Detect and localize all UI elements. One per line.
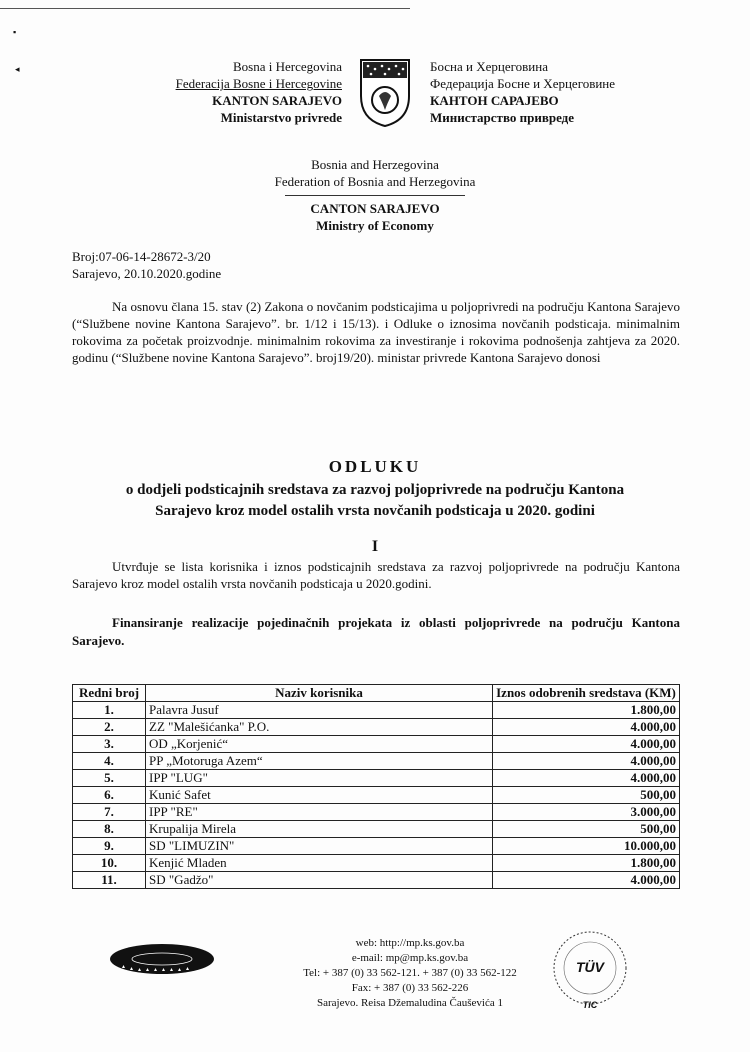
footer-web: web: http://mp.ks.gov.ba <box>355 937 465 949</box>
row-number: 4. <box>73 753 146 770</box>
table-row <box>73 736 680 753</box>
header-federation-en: Federation of Bosnia and Herzegovina <box>274 174 476 189</box>
col-header-name: Naziv korisnika <box>146 685 493 702</box>
intro-paragraph: Na osnovu člana 15. stav (2) Zakona o novčanim podsticajima u poljoprivredi na području Kantona Sarajevo (“Službene novine Kantona Sarajevo”. br. 1/12 i 15/13). i Odluke o iznosima novčanih podsticaja. minimalnim rokovima za početak proizvodnje. minimalnim rokovima za investiranje i rokovima podnošenja zahtjeva za 2020. godinu (“Službene novine Kantona Sarajevo”. broj19/20). ministar privrede Kantona Sarajevo donosi <box>72 299 680 365</box>
decision-subtitle-line-2: Sarajevo kroz model ostalih vrsta novčanih podsticaja u 2020. godini <box>155 503 595 519</box>
footer-contact <box>260 936 560 1011</box>
table-row <box>73 787 680 804</box>
row-name: PP „Motoruga Azem“ <box>146 753 493 770</box>
beneficiaries-table <box>72 684 680 889</box>
row-amount: 500,00 <box>493 787 680 804</box>
row-amount: 4.000,00 <box>493 872 680 889</box>
table-row <box>73 770 680 787</box>
row-number: 1. <box>73 702 146 719</box>
header-ministry-en: Ministry of Economy <box>316 218 434 233</box>
row-name: SD "LIMUZIN" <box>146 838 493 855</box>
reference-place-date: Sarajevo, 20.10.2020.godine <box>72 266 222 281</box>
row-number: 8. <box>73 821 146 838</box>
header-country-cyr: Босна и Херцеговина <box>430 59 548 74</box>
row-name: Kenjić Mladen <box>146 855 493 872</box>
row-number: 7. <box>73 804 146 821</box>
row-name: Krupalija Mirela <box>146 821 493 838</box>
row-amount: 4.000,00 <box>493 719 680 736</box>
header-ministry-cyr: Министарство привреде <box>430 110 575 125</box>
tic-logo-text: TIC <box>582 1000 598 1010</box>
decision-heading: ODLUKU <box>328 457 422 476</box>
row-number: 6. <box>73 787 146 804</box>
scan-mark: ▪ <box>13 27 17 37</box>
table-row <box>73 753 680 770</box>
row-number: 9. <box>73 838 146 855</box>
canton-emblem-logo <box>108 942 216 976</box>
table-row <box>73 804 680 821</box>
col-header-amount: Iznos odobrenih sredstava (KM) <box>493 685 680 702</box>
table-row <box>73 855 680 872</box>
col-header-number: Redni broj <box>73 685 146 702</box>
row-amount: 3.000,00 <box>493 804 680 821</box>
row-amount: 500,00 <box>493 821 680 838</box>
row-amount: 4.000,00 <box>493 753 680 770</box>
header-canton-cyr: КАНТОН САРАЈЕВО <box>430 93 559 108</box>
table-header-row <box>73 685 680 702</box>
footer-email: e-mail: mp@mp.ks.gov.ba <box>351 952 469 964</box>
reference-block <box>72 248 221 282</box>
row-amount: 10.000,00 <box>493 838 680 855</box>
row-name: ZZ "Malešićanka" P.O. <box>146 719 493 736</box>
scan-mark: ◂ <box>15 64 20 74</box>
header-canton: KANTON SARAJEVO <box>212 93 342 108</box>
section-text: Utvrđuje se lista korisnika i iznos podsticajnih sredstava za razvoj poljoprivrede na području Kantona Sarajevo kroz model ostalih vrsta novčanih podsticaja u 2020.godini. <box>72 559 680 591</box>
header-cyrillic <box>430 58 615 126</box>
row-number: 3. <box>73 736 146 753</box>
header-english <box>0 156 750 234</box>
row-amount: 1.800,00 <box>493 702 680 719</box>
row-name: SD "Gadžo" <box>146 872 493 889</box>
header-country: Bosna i Hercegovina <box>232 59 342 74</box>
table-row <box>73 821 680 838</box>
section-number: I <box>371 538 379 555</box>
table-row <box>73 872 680 889</box>
header-ministry: Ministarstvo privrede <box>220 110 342 125</box>
header-divider <box>285 195 465 196</box>
row-number: 5. <box>73 770 146 787</box>
row-number: 2. <box>73 719 146 736</box>
decision-subtitle <box>0 480 750 522</box>
reference-number: Broj:07-06-14-28672-3/20 <box>72 249 211 264</box>
table-row <box>73 719 680 736</box>
tuv-logo-text: TÜV <box>576 959 604 975</box>
row-name: OD „Korjenić“ <box>146 736 493 753</box>
row-number: 10. <box>73 855 146 872</box>
header-federation-cyr: Федерација Босне и Херцеговине <box>430 76 616 91</box>
section-subheading: Finansiranje realizacije pojedinačnih projekata iz oblasti poljoprivrede na području Kantona Sarajevo. <box>72 615 680 648</box>
row-name: IPP "LUG" <box>146 770 493 787</box>
row-name: Palavra Jusuf <box>146 702 493 719</box>
footer-address: Sarajevo. Reisa Džemaludina Čauševića 1 <box>316 997 504 1009</box>
decision-subtitle-line-1: o dodjeli podsticajnih sredstava za razvoj poljoprivrede na području Kantona <box>125 482 625 498</box>
row-name: Kunić Safet <box>146 787 493 804</box>
row-amount: 4.000,00 <box>493 736 680 753</box>
row-amount: 1.800,00 <box>493 855 680 872</box>
header-federation: Federacija Bosne i Hercegovine <box>175 76 342 91</box>
top-edge-line <box>0 8 410 9</box>
footer-fax: Fax: + 387 (0) 33 562-226 <box>351 982 469 994</box>
coat-of-arms-icon <box>357 56 413 128</box>
table-row <box>73 702 680 719</box>
row-name: IPP "RE" <box>146 804 493 821</box>
header-latin <box>176 58 342 126</box>
header-canton-en: CANTON SARAJEVO <box>310 201 440 216</box>
row-number: 11. <box>73 872 146 889</box>
row-amount: 4.000,00 <box>493 770 680 787</box>
tuv-certification-seal-icon <box>550 928 630 1012</box>
table-row <box>73 838 680 855</box>
header-country-en: Bosnia and Herzegovina <box>311 157 439 172</box>
footer-tel: Tel: + 387 (0) 33 562-121. + 387 (0) 33 562-122 <box>303 967 517 979</box>
